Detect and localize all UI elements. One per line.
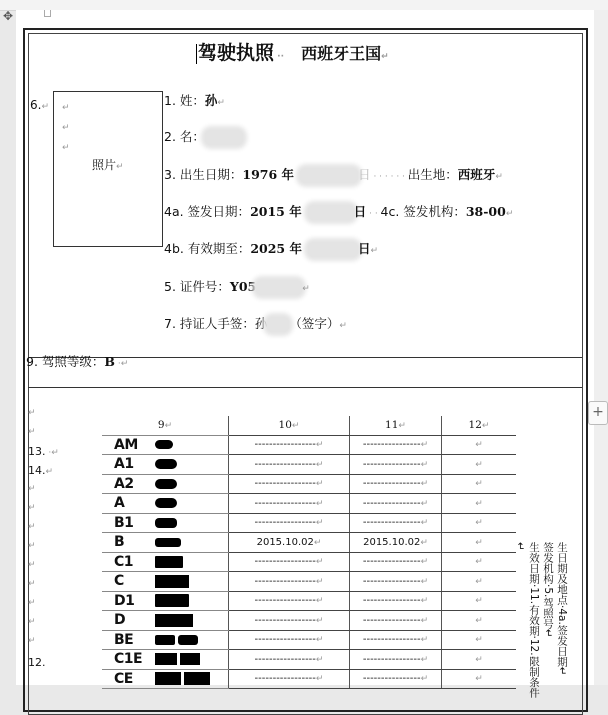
move-handle-icon[interactable]: ✥ <box>2 9 14 23</box>
cell-c10: -----------------↵ <box>229 435 350 455</box>
cell-c12: ↵ <box>442 611 517 631</box>
title-main: 驾驶执照 <box>198 42 275 64</box>
category-cell <box>102 591 229 611</box>
cell-c11: ----------------↵ <box>350 513 442 533</box>
table-row <box>102 455 516 475</box>
cell-value: ---------------- <box>362 497 421 509</box>
category-cell <box>102 669 229 689</box>
table-row <box>102 474 516 494</box>
cell-value: ---------------- <box>362 478 421 490</box>
cell-value: ----------------- <box>254 595 316 607</box>
category-code: A1 <box>114 456 134 473</box>
cell-c10: -----------------↵ <box>229 611 350 631</box>
cell-c10: -----------------↵ <box>229 572 350 592</box>
cell-value: ---------------- <box>362 595 421 607</box>
category-cell <box>102 650 229 670</box>
cell-c11: ----------------↵ <box>350 669 442 689</box>
quad-icon <box>155 518 177 528</box>
category-cell <box>102 611 229 631</box>
category-cell <box>102 455 229 475</box>
truck-icon <box>155 575 189 588</box>
col-header-11: 11↵ <box>350 416 442 435</box>
car-trailer-icon <box>155 635 175 645</box>
minibus-icon <box>155 594 189 607</box>
category-code: A2 <box>114 475 134 492</box>
cell-c12: ↵ <box>442 552 517 572</box>
vertical-note-line: 生日期及地点·4a.签发日期↵ <box>556 542 568 676</box>
table-row <box>102 552 516 572</box>
redaction <box>300 168 358 183</box>
cell-c12: ↵ <box>442 435 517 455</box>
document-page <box>16 10 594 698</box>
cell-value: ---------------- <box>362 458 421 470</box>
redaction <box>267 317 289 332</box>
table-row <box>102 435 516 455</box>
cell-value: ----------------- <box>254 614 316 626</box>
category-cell <box>102 552 229 572</box>
cell-value: ---------------- <box>362 634 421 646</box>
cell-c10: -----------------↵ <box>229 552 350 572</box>
car-trailer-icon <box>178 635 198 645</box>
field-license-grade: 9. 驾照等级：B ·↵ <box>26 354 129 369</box>
category-code: C1E <box>114 651 143 668</box>
vertical-note-line: 生效日期·11.有效期·12.限制条件↵ <box>514 542 540 698</box>
motorcycle-icon <box>155 479 177 489</box>
motorcycle-icon <box>155 459 177 469</box>
category-cell <box>102 513 229 533</box>
cell-c12: ↵ <box>442 513 517 533</box>
cell-value: 2015.10.02 <box>256 536 314 548</box>
table-row <box>102 572 516 592</box>
category-cell <box>102 572 229 592</box>
cell-value: ---------------- <box>362 575 421 587</box>
cell-c12: ↵ <box>442 572 517 592</box>
cell-c12: ↵ <box>442 630 517 650</box>
cell-c10: -----------------↵ <box>229 474 350 494</box>
van-icon <box>155 556 183 568</box>
category-cell <box>102 533 229 553</box>
cell-c10: -----------------↵ <box>229 513 350 533</box>
cell-value: ----------------- <box>254 458 316 470</box>
bus-icon <box>155 614 193 627</box>
category-code: D <box>114 612 126 629</box>
table-row <box>102 669 516 689</box>
col-header-9: 9↵ <box>102 416 229 435</box>
redaction <box>308 205 354 220</box>
cell-value: 2015.10.02 <box>363 536 421 548</box>
title-country: 西班牙王国 <box>301 44 382 63</box>
motorcycle-icon <box>155 498 177 508</box>
cell-c12: ↵ <box>442 455 517 475</box>
col-header-10: 10↵ <box>229 416 350 435</box>
cell-value: ----------------- <box>254 497 316 509</box>
cell-c11: ----------------↵ <box>350 552 442 572</box>
cell-c10: -----------------↵ <box>229 630 350 650</box>
add-row-button[interactable]: + <box>588 401 608 425</box>
table-row <box>102 591 516 611</box>
license-categories-table <box>102 416 516 689</box>
cell-value: ----------------- <box>254 517 316 529</box>
category-code: A <box>114 495 125 512</box>
photo-box <box>53 91 163 247</box>
cell-c11: 2015.10.02↵ <box>350 533 442 553</box>
cell-value: ----------------- <box>254 673 316 685</box>
cell-c11: ----------------↵ <box>350 494 442 514</box>
ruler-marker <box>44 10 51 17</box>
cell-value: ----------------- <box>254 634 316 646</box>
number-13: 13. <box>28 445 46 458</box>
number-12: 12. <box>28 656 46 669</box>
cell-c12: ↵ <box>442 474 517 494</box>
scrollbar[interactable] <box>594 10 608 685</box>
scooter-icon <box>155 440 173 449</box>
text-cursor <box>196 44 197 64</box>
cell-c11: ----------------↵ <box>350 474 442 494</box>
cell-c12: ↵ <box>442 650 517 670</box>
cell-c10: -----------------↵ <box>229 591 350 611</box>
redaction <box>256 280 302 295</box>
table-row <box>102 494 516 514</box>
cell-c11: ----------------↵ <box>350 591 442 611</box>
cell-value: ----------------- <box>254 478 316 490</box>
cell-c11: ----------------↵ <box>350 435 442 455</box>
cell-value: ---------------- <box>362 439 421 451</box>
vertical-note-line: 签发机构·5.驾照号↵ <box>542 542 554 638</box>
car-icon <box>155 538 181 547</box>
cell-c12: ↵ <box>442 591 517 611</box>
cell-c12: ↵ <box>442 533 517 553</box>
cell-value: ---------------- <box>362 653 421 665</box>
redaction <box>205 130 243 145</box>
vertical-notes <box>513 542 569 702</box>
number-14: 14. <box>28 464 46 477</box>
redaction <box>308 242 358 257</box>
category-code: B <box>114 534 125 551</box>
category-code: C1 <box>114 553 134 570</box>
category-code: CE <box>114 670 133 687</box>
category-code: D1 <box>114 592 135 609</box>
col-header-12: 12↵ <box>442 416 517 435</box>
field-given-name: 2. 名： <box>164 127 243 145</box>
category-cell <box>102 630 229 650</box>
cell-value: ----------------- <box>254 653 316 665</box>
section-divider <box>28 387 582 388</box>
category-code: BE <box>114 631 134 648</box>
cell-c12: ↵ <box>442 494 517 514</box>
category-cell <box>102 474 229 494</box>
cell-value: ----------------- <box>254 575 316 587</box>
cell-c11: ----------------↵ <box>350 572 442 592</box>
field-issue: 4a. 签发日期：2015 年 日 · · 4c. 签发机构：38-00↵ <box>164 204 514 219</box>
category-code: B1 <box>114 514 134 531</box>
cell-c12: ↵ <box>442 669 517 689</box>
cell-c10: -----------------↵ <box>229 494 350 514</box>
van-trailer-icon <box>180 653 200 665</box>
cell-c11: ----------------↵ <box>350 650 442 670</box>
category-cell <box>102 494 229 514</box>
cell-c10: -----------------↵ <box>229 650 350 670</box>
cell-c10: 2015.10.02↵ <box>229 533 350 553</box>
field-birth: 3. 出生日期：1976 年 日 · · · · · · 出生地：西班牙↵ <box>164 167 503 182</box>
truck-trailer-icon <box>155 672 181 685</box>
table-row <box>102 533 516 553</box>
cell-value: ----------------- <box>254 439 316 451</box>
cell-value: ---------------- <box>362 673 421 685</box>
cell-marks: ↵ ↵ ↵ <box>62 103 70 153</box>
cell-value: ---------------- <box>362 614 421 626</box>
cell-c11: ----------------↵ <box>350 455 442 475</box>
cell-value: ---------------- <box>362 556 421 568</box>
cell-c11: ----------------↵ <box>350 630 442 650</box>
table-row <box>102 650 516 670</box>
table-row <box>102 630 516 650</box>
left-margin-numbers: ↵ ↵ 13. ·↵ 14.↵ ↵ ↵ ↵ ↵ ↵ ↵ ↵ ↵ ↵ 12. <box>28 408 59 669</box>
category-cell <box>102 435 229 455</box>
cell-c10: -----------------↵ <box>229 455 350 475</box>
cell-value: ---------------- <box>362 517 421 529</box>
page-title: 驾驶执照 ·· 西班牙王国↵ <box>198 42 389 64</box>
category-code: AM <box>114 436 138 453</box>
field-surname: 1. 姓：孙↵ <box>164 93 225 108</box>
field-signature: 7. 持证人手签：孙 （签字）↵ <box>164 316 347 331</box>
truck-trailer-icon <box>184 672 210 685</box>
van-trailer-icon <box>155 653 177 665</box>
field-id-number: 5. 证件号：Y05 ↵ <box>164 279 310 294</box>
table-row <box>102 513 516 533</box>
table-row <box>102 611 516 631</box>
photo-number: 6.↵ <box>30 98 49 112</box>
photo-label: 照片↵ <box>92 158 124 172</box>
category-code: C <box>114 573 124 590</box>
cell-value: ----------------- <box>254 556 316 568</box>
field-expiry: 4b. 有效期至：2025 年 日↵ <box>164 241 379 256</box>
cell-c10: -----------------↵ <box>229 669 350 689</box>
cell-c11: ----------------↵ <box>350 611 442 631</box>
